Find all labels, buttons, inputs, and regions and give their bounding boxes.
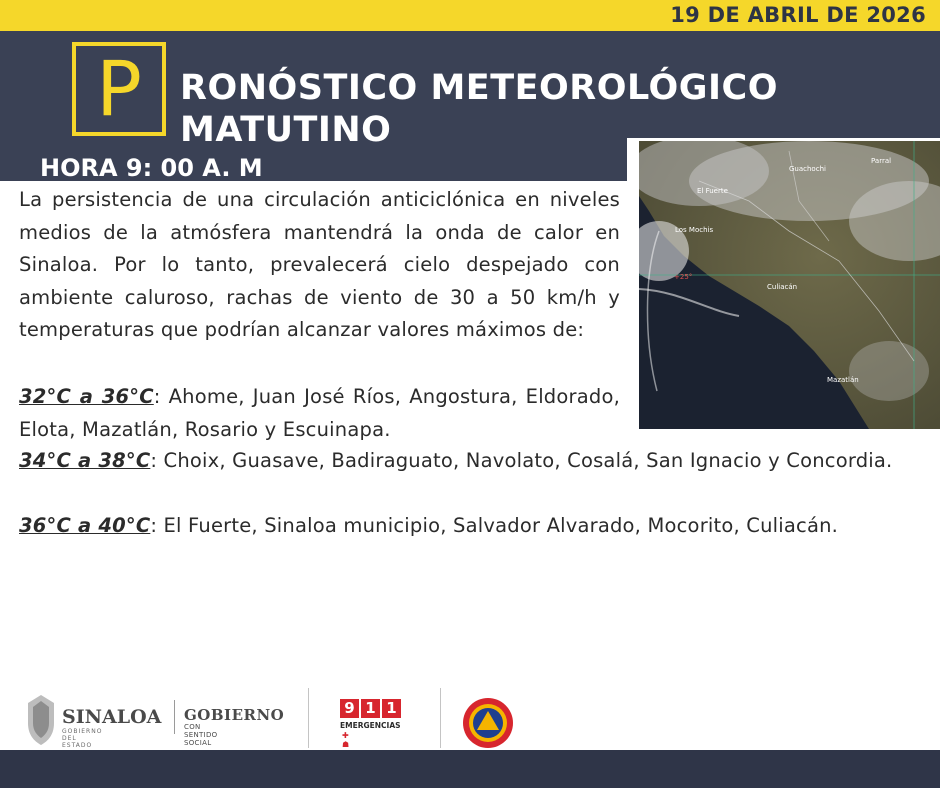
range-label-1: 32°C a 36°C xyxy=(19,385,154,408)
e911-digit: 9 xyxy=(340,699,359,718)
range-label-3: 36°C a 40°C xyxy=(19,514,151,537)
forecast-range-2 xyxy=(19,445,929,478)
title-initial-box xyxy=(72,42,166,136)
state-shield-icon xyxy=(24,693,58,747)
map-label-los-mochis: Los Mochis xyxy=(675,226,714,234)
gobierno-subtitle: CON SENTIDO SOCIAL xyxy=(184,723,218,747)
date-text: 19 DE ABRIL DE 2026 xyxy=(670,3,926,27)
proteccion-civil-icon xyxy=(462,697,514,749)
range-places-1: : Ahome, Juan José Ríos, Angostura, Eldorado, Elota, Mazatlán, Rosario y Escuinapa. xyxy=(19,385,620,441)
title-initial: P xyxy=(96,44,142,133)
map-label-mazatlan: Mazatlán xyxy=(827,376,859,384)
sinaloa-subtitle: GOBIERNO DEL ESTADO xyxy=(62,728,103,749)
footer-bar xyxy=(0,750,940,788)
title-line-1: RONÓSTICO METEOROLÓGICO xyxy=(180,68,778,108)
date-bar xyxy=(0,0,940,31)
satellite-map xyxy=(639,141,940,429)
map-label-parral: Parral xyxy=(871,157,892,165)
range-places-3: : El Fuerte, Sinaloa municipio, Salvador Alvarado, Mocorito, Culiacán. xyxy=(150,514,839,537)
map-label-el-fuerte: El Fuerte xyxy=(697,187,728,195)
sinaloa-wordmark: SINALOA xyxy=(62,706,162,728)
map-lat-label: +25° xyxy=(674,273,693,281)
emergency-icons: ✚ ☗ xyxy=(342,731,350,749)
satellite-image xyxy=(627,138,940,430)
title-line-2: MATUTINO xyxy=(180,110,392,150)
map-label-culiacan: Culiacán xyxy=(767,283,798,291)
forecast-range-1 xyxy=(19,381,620,446)
forecast-intro: La persistencia de una circulación anticiclónica en niveles medios de la atmósfera mantendrá la onda de calor en Sinaloa. Por lo tanto, prevalecerá cielo despejado con ambiente caluroso, rachas de viento de 30 a 50 km/h y temperaturas que podrían alcanzar valores máximos de: xyxy=(19,188,620,341)
map-label-guachochi: Guachochi xyxy=(789,165,826,173)
e911-label: EMERGENCIAS xyxy=(340,721,401,730)
logo-divider xyxy=(308,688,309,748)
logo-divider xyxy=(174,700,175,734)
forecast-range-3 xyxy=(19,510,929,543)
logo-divider xyxy=(440,688,441,748)
forecast-time: HORA 9: 00 A. M xyxy=(40,154,263,182)
e911-digit: 1 xyxy=(361,699,380,718)
emergency-911-logo xyxy=(340,699,401,718)
e911-digit: 1 xyxy=(382,699,401,718)
range-places-2: : Choix, Guasave, Badiraguato, Navolato, Cosalá, San Ignacio y Concordia. xyxy=(150,449,893,472)
gobierno-wordmark: GOBIERNO xyxy=(184,706,285,724)
range-label-2: 34°C a 38°C xyxy=(19,449,151,472)
